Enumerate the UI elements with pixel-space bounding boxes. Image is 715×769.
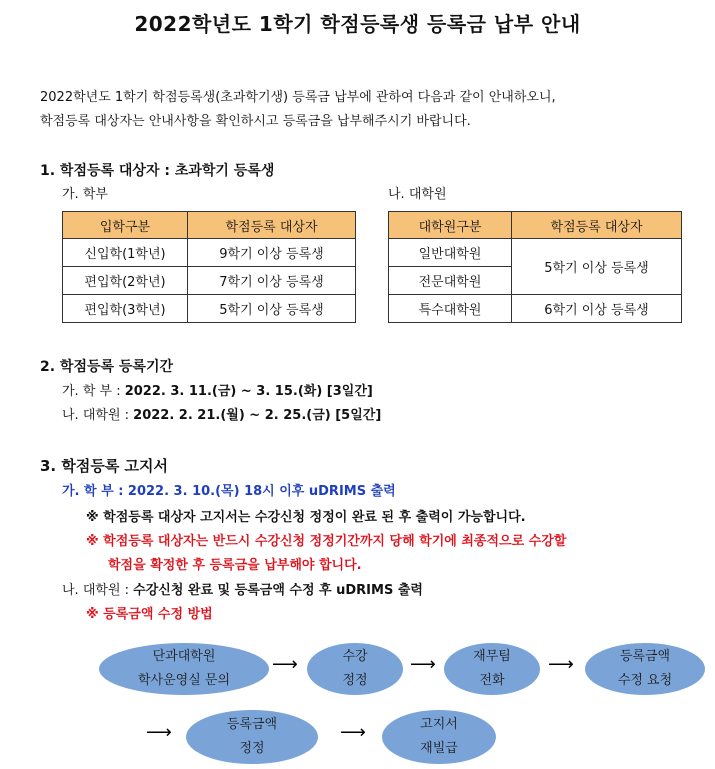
undergrad-header-target: 학점등록 대상자	[188, 212, 356, 239]
period-label: 가. 학 부 :	[62, 384, 125, 399]
section1-heading: 1. 학점등록 대상자 : 초과학기 등록생	[40, 163, 275, 179]
flow-step-text: 등록금액	[619, 649, 671, 664]
arrow-right-icon: ⟶	[272, 654, 298, 675]
period-value: 2022. 3. 11.(금) ~ 3. 15.(화) [3일간]	[124, 384, 373, 399]
section2-heading: 2. 학점등록 등록기간	[40, 359, 173, 375]
flow-step-2	[307, 643, 403, 695]
table-row	[389, 295, 682, 323]
table-cell: 특수대학원	[389, 295, 512, 323]
flow-step-text: 정정	[342, 673, 368, 688]
flow-step-text: 전화	[479, 673, 505, 688]
section3-heading: 3. 학점등록 고지서	[40, 457, 169, 475]
period-value: 2022. 2. 21.(월) ~ 2. 25.(금) [5일간]	[133, 408, 382, 423]
notice-grad-label: 나. 대학원 :	[62, 583, 134, 598]
flow-step-text: 학사운영실 문의	[137, 673, 231, 688]
table-cell: 편입학(3학년)	[63, 295, 188, 323]
notice-grad-value: 수강신청 완료 및 등록금액 수정 후 uDRIMS 출력	[133, 583, 423, 598]
period-label: 나. 대학원 :	[62, 408, 134, 423]
flow-step-text: 등록금액	[226, 717, 278, 732]
period-grad	[62, 404, 381, 423]
flow-step-text: 단과대학원	[152, 649, 216, 664]
document-title: 2022학년도 1학기 학점등록생 등록금 납부 안내	[134, 12, 581, 36]
flow-step-text: 고지서	[420, 717, 458, 732]
flow-step-text: 수강	[342, 649, 368, 664]
arrow-right-icon: ⟶	[146, 722, 172, 743]
flow-step-6	[382, 710, 496, 764]
table-cell-merged: 5학기 이상 등록생	[512, 239, 682, 295]
flow-step-text: 수정 요청	[617, 673, 673, 688]
undergrad-table	[62, 211, 356, 323]
flow-step-text: 재무팀	[473, 649, 511, 664]
flow-step-text: 정정	[239, 741, 265, 756]
notice-undergrad: 가. 학 부 : 2022. 3. 10.(목) 18시 이후 uDRIMS 출력	[62, 484, 396, 499]
table-cell: 편입학(2학년)	[63, 267, 188, 295]
flow-step-5	[186, 710, 318, 764]
flow-step-1	[99, 643, 269, 695]
arrow-right-icon: ⟶	[340, 722, 366, 743]
undergrad-label: 가. 학부	[62, 187, 108, 202]
table-cell: 9학기 이상 등록생	[188, 239, 356, 267]
flow-step-3	[444, 643, 540, 695]
intro-line-1: 2022학년도 1학기 학점등록생(초과학기생) 등록금 납부에 관하여 다음과 같이 안내하오니,	[40, 90, 556, 105]
table-row	[63, 295, 356, 323]
arrow-right-icon: ⟶	[548, 654, 574, 675]
note-1: ※ 학점등록 대상자 고지서는 수강신청 정정이 완료 된 후 출력이 가능합니다.	[86, 510, 526, 525]
table-cell: 전문대학원	[389, 267, 512, 295]
grad-header-type: 대학원구분	[389, 212, 512, 239]
table-cell: 일반대학원	[389, 239, 512, 267]
table-row	[63, 267, 356, 295]
period-undergrad	[62, 380, 373, 399]
undergrad-header-type: 입학구분	[63, 212, 188, 239]
table-cell: 7학기 이상 등록생	[188, 267, 356, 295]
note-3: ※ 등록금액 수정 방법	[86, 607, 213, 622]
grad-table	[388, 211, 682, 323]
note-2b: 학점을 확정한 후 등록금을 납부해야 합니다.	[108, 558, 362, 573]
intro-line-2: 학점등록 대상자는 안내사항을 확인하시고 등록금을 납부해주시기 바랍니다.	[40, 114, 471, 129]
table-row	[63, 239, 356, 267]
notice-grad	[62, 579, 423, 598]
arrow-right-icon: ⟶	[410, 654, 436, 675]
table-cell: 신입학(1학년)	[63, 239, 188, 267]
table-cell: 6학기 이상 등록생	[512, 295, 682, 323]
flow-step-text: 재빌급	[420, 741, 458, 756]
table-row	[389, 239, 682, 267]
table-cell: 5학기 이상 등록생	[188, 295, 356, 323]
flow-step-4	[585, 643, 705, 695]
grad-header-target: 학점등록 대상자	[512, 212, 682, 239]
grad-label: 나. 대학원	[388, 187, 447, 202]
note-2a: ※ 학점등록 대상자는 반드시 수강신청 정정기간까지 당해 학기에 최종적으로 수강할	[86, 534, 567, 549]
